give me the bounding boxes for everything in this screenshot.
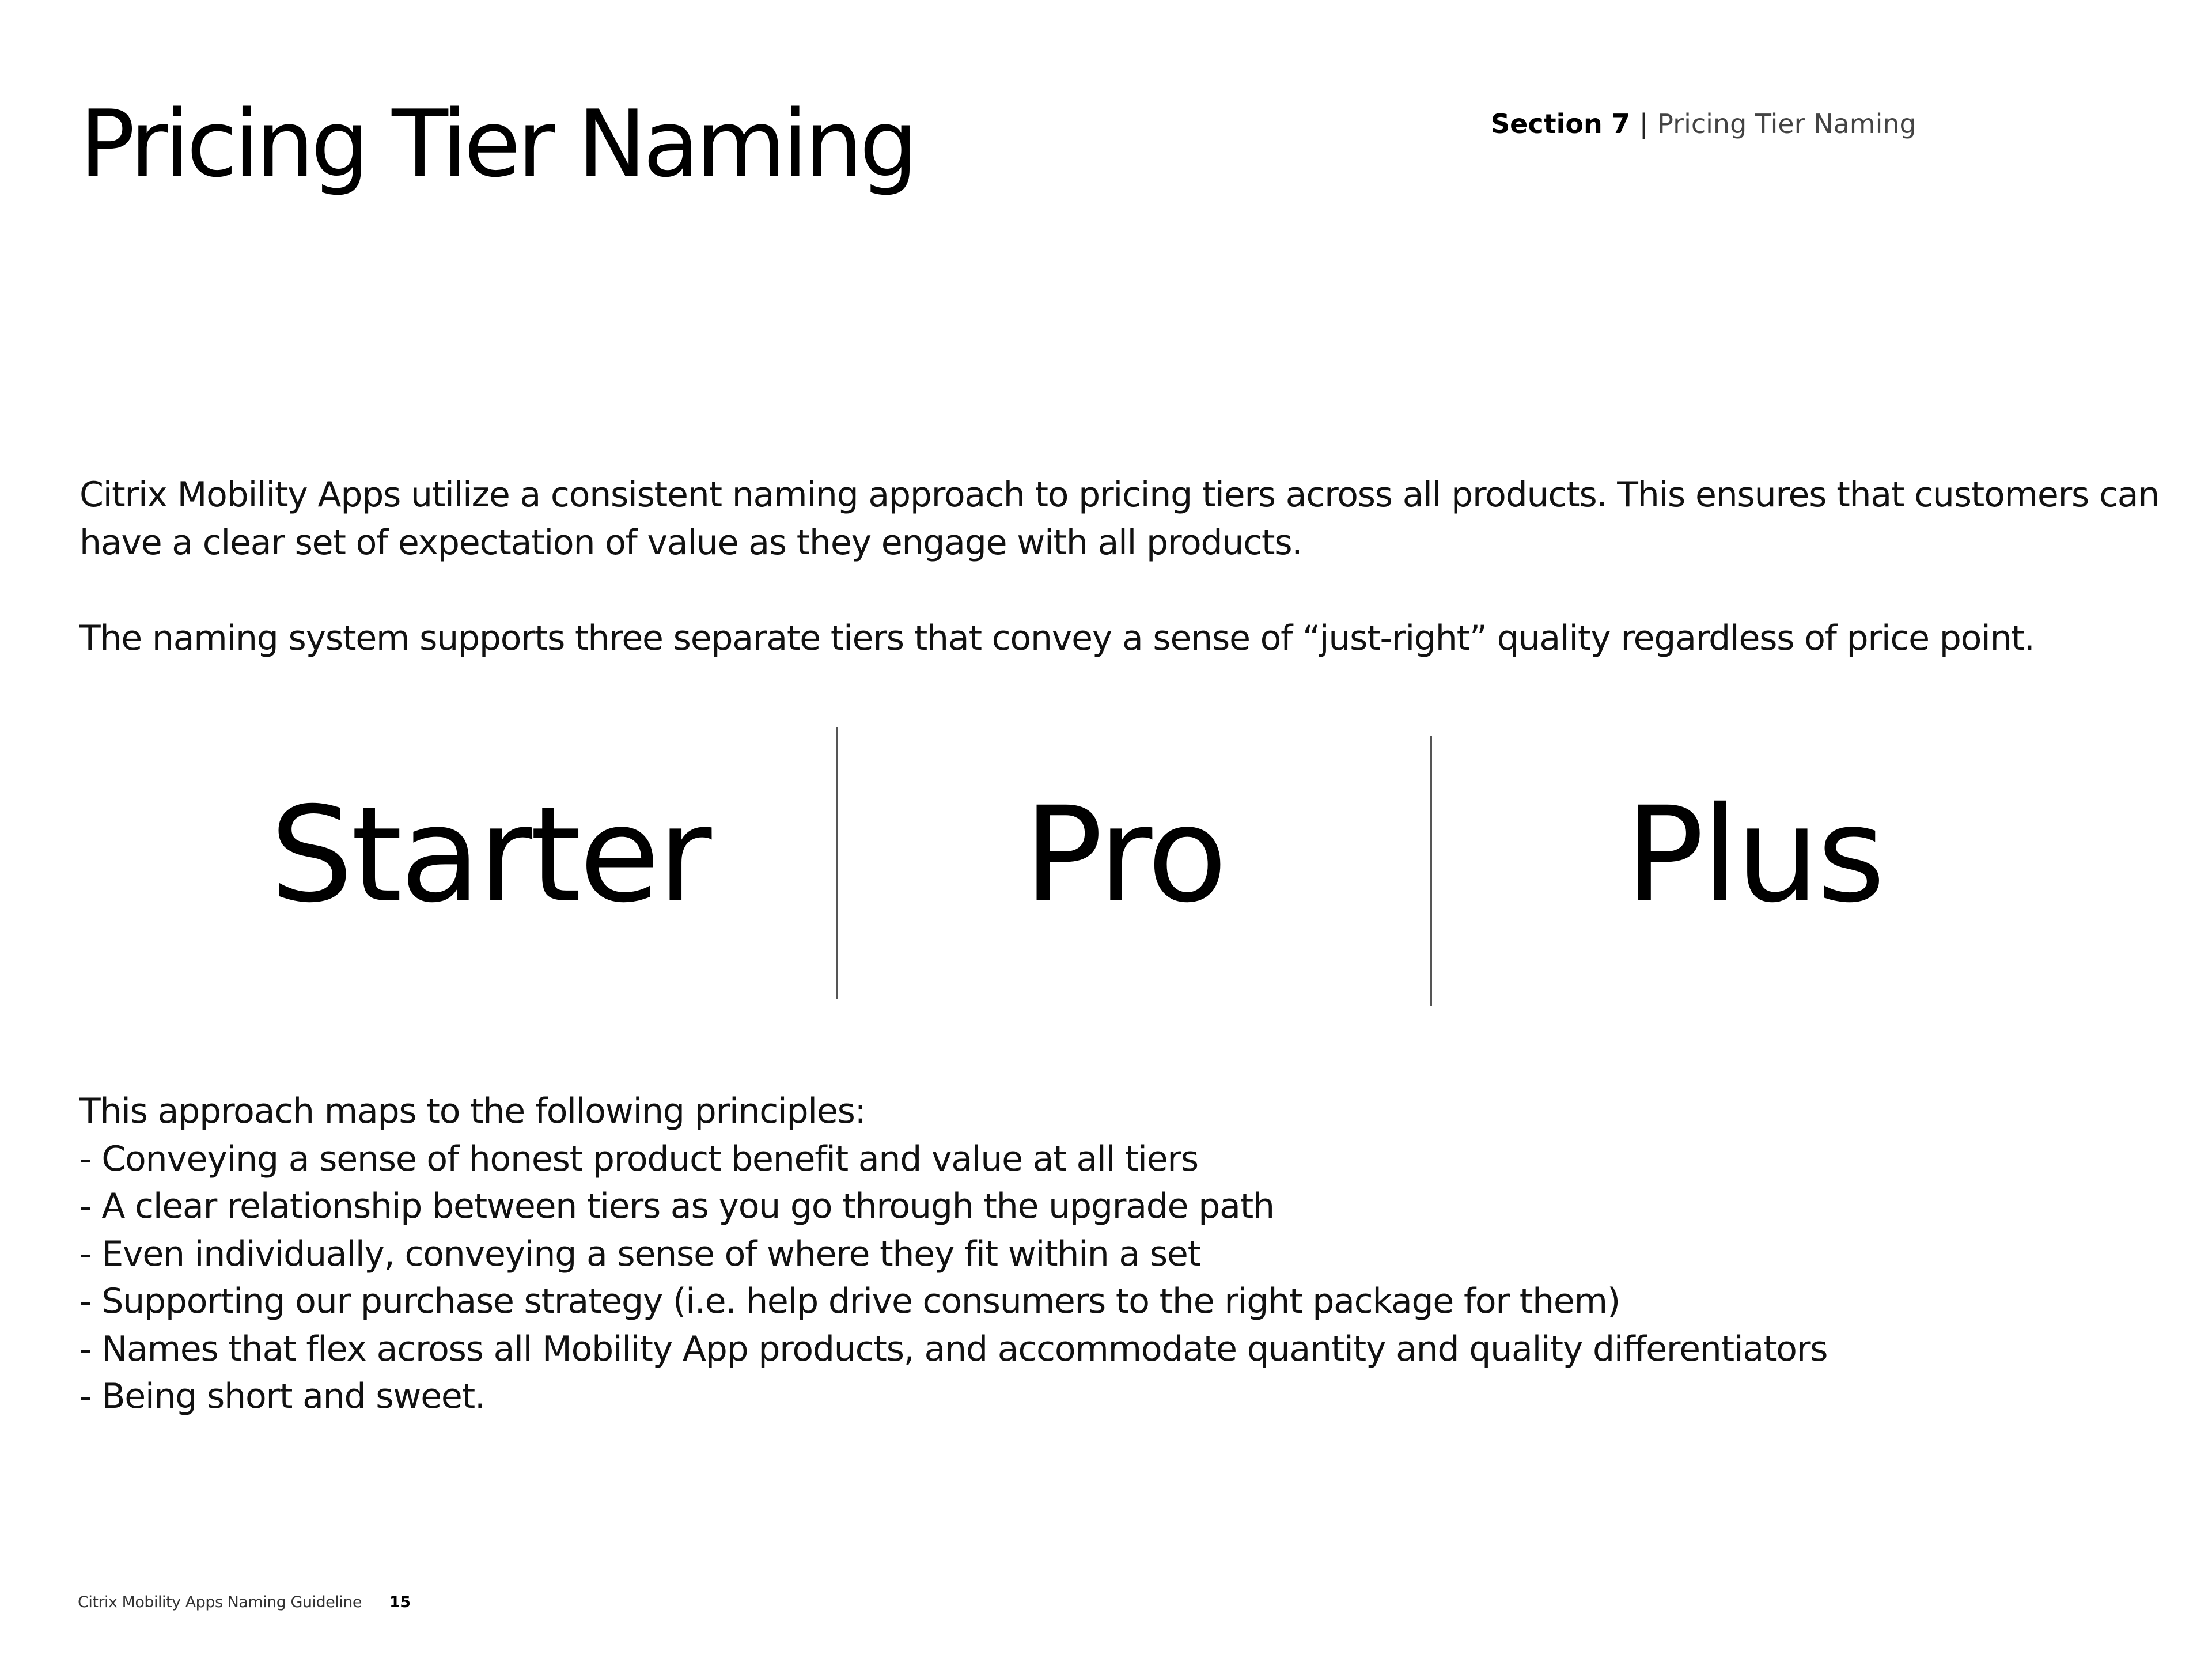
section-number: Section 7 (1491, 108, 1630, 139)
page-number: 15 (389, 1593, 411, 1611)
principle-item: - Conveying a sense of honest product benefit and value at all tiers (79, 1138, 1198, 1179)
section-header (1491, 108, 1916, 139)
tier-name-starter: Starter (270, 778, 710, 931)
tier-name-plus: Plus (1624, 778, 1884, 931)
footer-document-name: Citrix Mobility Apps Naming Guideline (78, 1593, 362, 1611)
page-footer (78, 1594, 411, 1610)
tier-name-pro: Pro (1024, 778, 1225, 931)
principle-item: - Being short and sweet. (79, 1376, 485, 1416)
principles-intro: This approach maps to the following principles: (79, 1091, 866, 1131)
section-name: Pricing Tier Naming (1657, 108, 1916, 139)
intro-paragraph: The naming system supports three separate tiers that convey a sense of “just-right” quality regardless of price point. (79, 618, 2035, 658)
principle-item: - Names that flex across all Mobility App products, and accommodate quantity and quality differentiators (79, 1328, 1828, 1369)
tier-divider (1430, 736, 1432, 1006)
intro-text (79, 471, 2176, 662)
principle-item: - Supporting our purchase strategy (i.e. help drive consumers to the right package for them) (79, 1281, 1620, 1321)
principle-item: - A clear relationship between tiers as you go through the upgrade path (79, 1186, 1274, 1226)
tier-divider (836, 727, 838, 999)
section-separator: | (1639, 108, 1649, 139)
intro-paragraph: Citrix Mobility Apps utilize a consistent naming approach to pricing tiers across all products. This ensures that customers can have a clear set of expectation of value as they engage with all products. (79, 475, 2160, 563)
page-title: Pricing Tier Naming (79, 90, 915, 198)
principle-item: - Even individually, conveying a sense of where they fit within a set (79, 1233, 1200, 1274)
principles-list (79, 1088, 2176, 1421)
